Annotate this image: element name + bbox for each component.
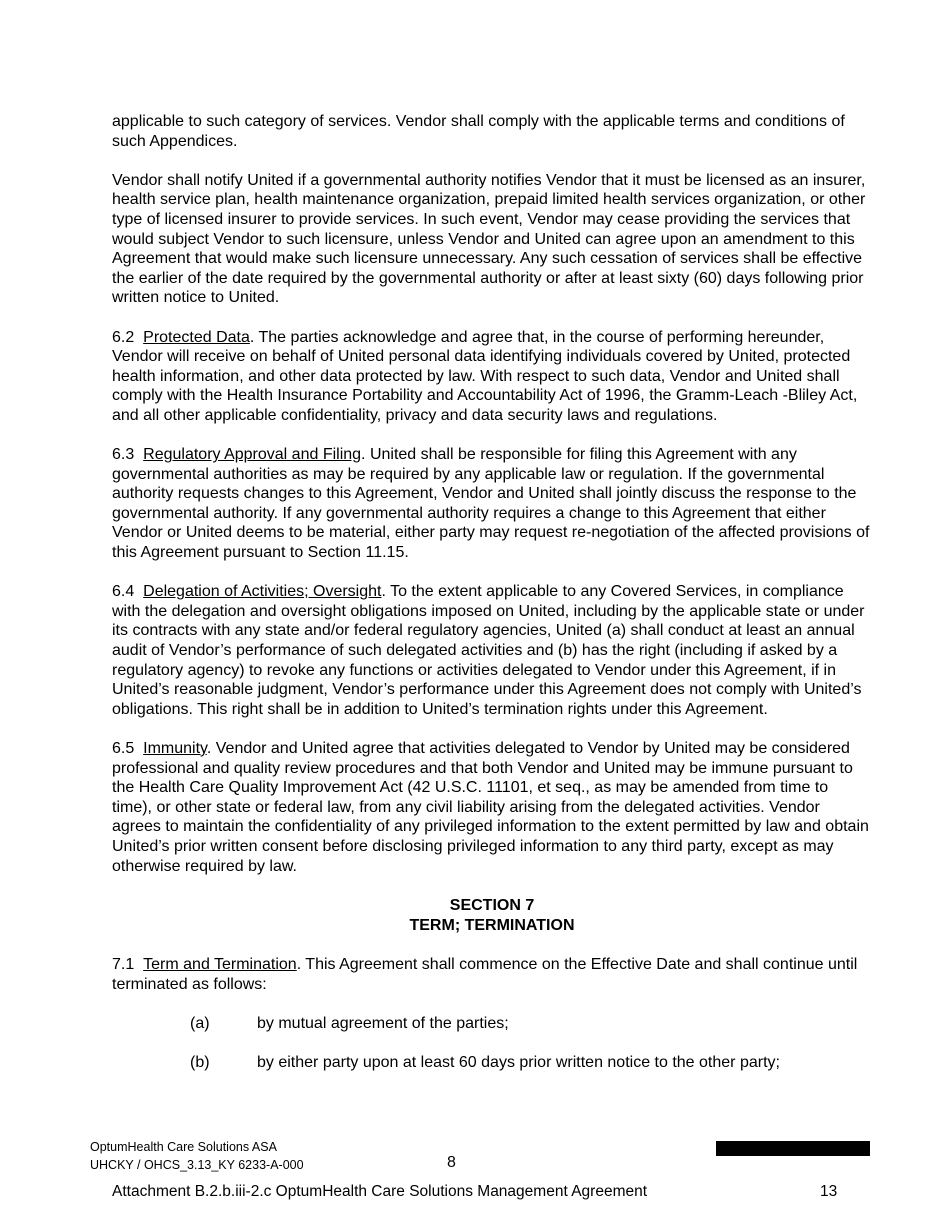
paragraph-licensure: Vendor shall notify United if a governmental authority notifies Vendor that it must be licensed as an insurer, health service plan, health maintenance organization, prepaid limited health services organization, or other type of licensed insurer to provide services. In such event, Vendor may cease providing the services that would subject Vendor to such licensure, unless Vendor and United can agree upon an amendment to this Agreement that would make such licensure unnecessary. Any such cessation of services shall be effective the earlier of the date required by the governmental authority or after at least sixty (60) days following prior written notice to United. — [112, 171, 866, 307]
clause-heading: Term and Termination — [143, 956, 297, 974]
list-marker: (a) — [190, 1015, 210, 1033]
footer-page-number: 8 — [447, 1154, 456, 1171]
clause-6-3 — [112, 445, 872, 563]
clause-6-5 — [112, 739, 872, 876]
clause-heading: Delegation of Activities; Oversight — [143, 583, 382, 601]
list-text: by mutual agreement of the parties; — [257, 1015, 509, 1033]
list-text: by either party upon at least 60 days prior written notice to the other party; — [257, 1054, 780, 1072]
clause-6-4 — [112, 582, 872, 719]
clause-heading: Protected Data — [143, 328, 250, 346]
footer-code: UHCKY / OHCS_3.13_KY 6233-A-000 — [90, 1158, 304, 1172]
clause-6-2 — [112, 328, 872, 426]
clause-number: 6.2 — [112, 328, 135, 346]
clause-heading: Regulatory Approval and Filing — [143, 446, 362, 464]
list-item — [112, 1053, 872, 1073]
section-subtitle: TERM; TERMINATION — [409, 916, 575, 934]
clause-text: . United shall be responsible for filing this Agreement with any governmental authorities as may be required by any applicable law or regulation. If the governmental authority requests changes to this Agreement, Vendor and United shall jointly discuss the response to the governmental authority. If any governmental authority requires a change to this Agreement that either Vendor or United deems to be material, either party may request re-negotiation of the affected provisions of this Agreement pursuant to Section 11.15. — [112, 446, 870, 562]
clause-number: 6.4 — [112, 583, 135, 601]
attachment-page-number: 13 — [820, 1183, 838, 1200]
attachment-label: Attachment B.2.b.iii-2.c OptumHealth Care Solutions Management Agreement — [112, 1183, 648, 1200]
paragraph-appendices: applicable to such category of services. Vendor shall comply with the applicable terms and conditions of such Appendices. — [112, 113, 845, 150]
document-body — [112, 112, 872, 1093]
clause-number: 6.5 — [112, 740, 135, 757]
clause-heading: Immunity — [143, 740, 207, 757]
list-marker: (b) — [190, 1054, 210, 1072]
clause-number: 6.3 — [112, 446, 135, 464]
footer-company: OptumHealth Care Solutions ASA — [90, 1140, 277, 1154]
clause-text: . To the extent applicable to any Covered Services, in compliance with the delegation and oversight obligations imposed on United, including by the applicable state or under its contracts with any state and/or federal regulatory agencies, United (a) shall conduct at least an annual audit of Vendor’s performance of such delegated activities and (b) has the right (including if asked by a regulatory agency) to revoke any functions or activities delegated to Vendor under this Agreement, if in United’s reasonable judgment, Vendor’s performance under this Agreement does not comply with United’s obligations. This right shall be in addition to United’s termination rights under this Agreement. — [112, 583, 865, 718]
clause-number: 7.1 — [112, 956, 135, 974]
clause-text: . The parties acknowledge and agree that, in the course of performing hereunder, Vendor will receive on behalf of United personal data identifying individuals covered by United, protected health information, and other data protected by law. With respect to such data, Vendor and United shall comply with the Health Insurance Portability and Accountability Act of 1996, the Gramm-Leach -Bliley Act, and all other applicable confidentiality, privacy and data security laws and regulations. — [112, 328, 858, 424]
section-title: SECTION 7 — [449, 896, 535, 914]
section-7-heading — [112, 896, 872, 936]
redaction-bar — [716, 1141, 870, 1156]
footer-identifiers — [90, 1138, 304, 1174]
clause-text: . Vendor and United agree that activities delegated to Vendor by United may be considered professional and quality review procedures and that both Vendor and United may be immune pursuant to the Health Care Quality Improvement Act (42 U.S.C. 11101, et seq., as may be amended from time to time), or other state or federal law, from any civil liability arising from the delegated activities. Vendor agrees to maintain the confidentiality of any privileged information to the extent permitted by law and obtain United’s prior written consent before disclosing privileged information to any third party, except as may otherwise required by law. — [112, 740, 869, 875]
list-item — [112, 1014, 872, 1034]
clause-text: . This Agreement shall commence on the Effective Date and shall continue until terminated as follows: — [112, 956, 858, 993]
clause-7-1 — [112, 955, 872, 994]
